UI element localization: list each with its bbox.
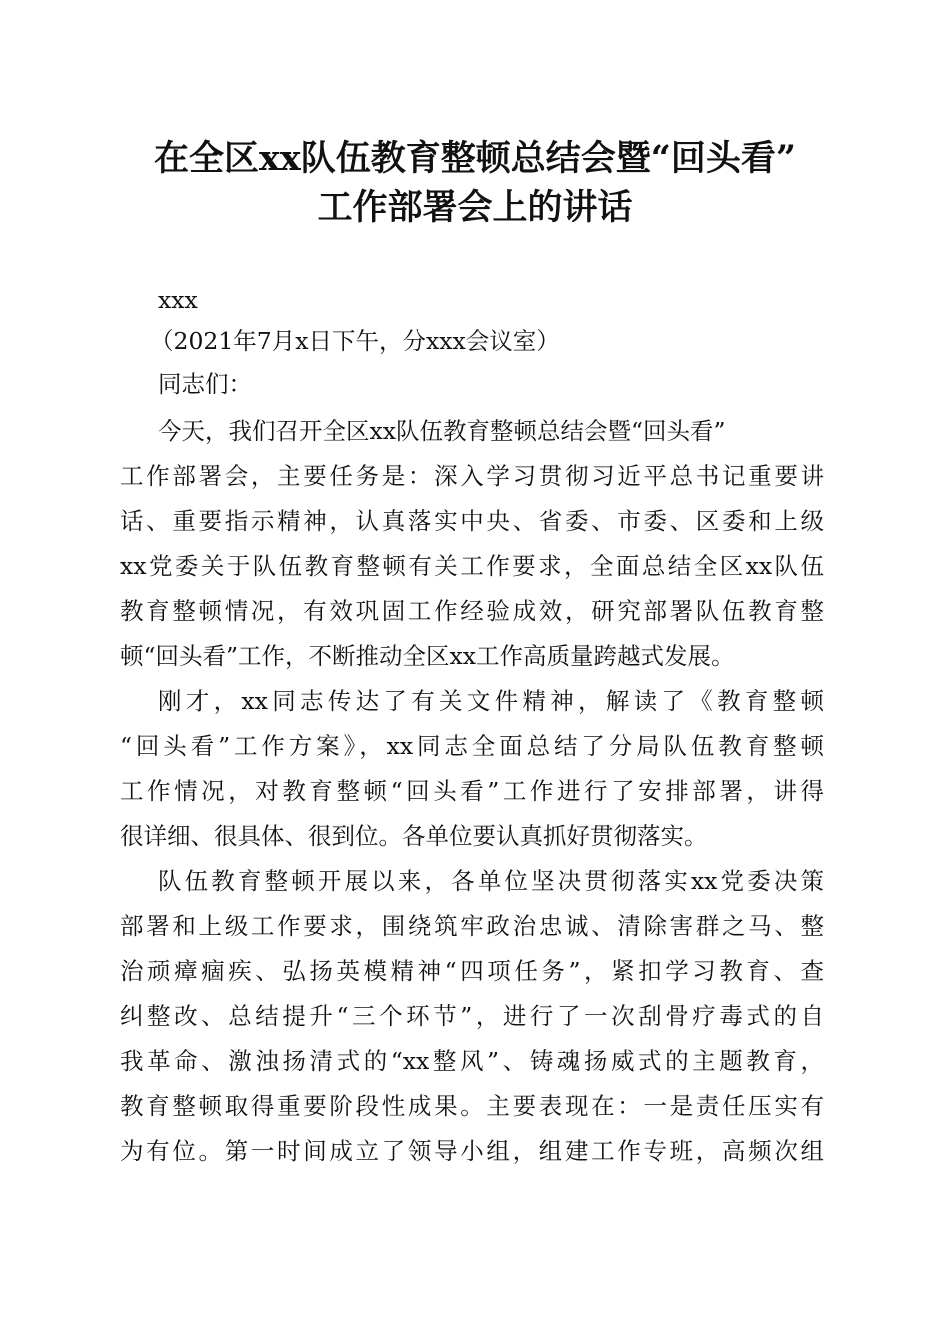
salutation: 同志们：: [158, 370, 252, 398]
paragraph-1-line: 教育整顿情况，有效巩固工作经验成效，研究部署队伍教育整: [120, 597, 824, 625]
paragraph-1-line: xx党委关于队伍教育整顿有关工作要求，全面总结全区xx队伍: [120, 552, 824, 580]
document-title-line-2: 工作部署会上的讲话: [317, 187, 633, 228]
speaker-name: xxx: [158, 286, 198, 314]
paragraph-3-line: 为有位。第一时间成立了领导小组，组建工作专班，高频次组: [120, 1137, 824, 1165]
paragraph-1-line: 今天，我们召开全区xx队伍教育整顿总结会暨“回头看”: [158, 417, 726, 445]
paragraph-2-line: 刚才，xx同志传达了有关文件精神，解读了《教育整顿: [158, 687, 824, 715]
paragraph-2-line: 工作情况，对教育整顿“回头看”工作进行了安排部署，讲得: [120, 777, 824, 805]
paragraph-1-line: 顿“回头看”工作，不断推动全区xx工作高质量跨越式发展。: [120, 642, 735, 670]
paragraph-3-line: 治顽瘴痼疾、弘扬英模精神“四项任务”，紧扣学习教育、查: [120, 957, 824, 985]
date-location: （2021年7月x日下午，分xxx会议室）: [150, 327, 560, 355]
document-title-line-1: 在全区xx队伍教育整顿总结会暨“回头看”: [154, 138, 796, 179]
paragraph-3-line: 纠整改、总结提升“三个环节”，进行了一次刮骨疗毒式的自: [120, 1002, 824, 1030]
paragraph-3-line: 部署和上级工作要求，围绕筑牢政治忠诚、清除害群之马、整: [120, 912, 824, 940]
paragraph-2-line: “回头看”工作方案》，xx同志全面总结了分局队伍教育整顿: [120, 732, 824, 760]
paragraph-3-line: 教育整顿取得重要阶段性成果。主要表现在：一是责任压实有: [120, 1092, 824, 1120]
paragraph-3-line: 队伍教育整顿开展以来，各单位坚决贯彻落实xx党委决策: [158, 867, 824, 895]
paragraph-1-line: 工作部署会，主要任务是：深入学习贯彻习近平总书记重要讲: [120, 462, 824, 490]
paragraph-3-line: 我革命、激浊扬清式的“xx整风”、铸魂扬威式的主题教育，: [120, 1047, 824, 1075]
paragraph-1-line: 话、重要指示精神，认真落实中央、省委、市委、区委和上级: [120, 507, 824, 535]
paragraph-2-line: 很详细、很具体、很到位。各单位要认真抓好贯彻落实。: [120, 822, 708, 850]
